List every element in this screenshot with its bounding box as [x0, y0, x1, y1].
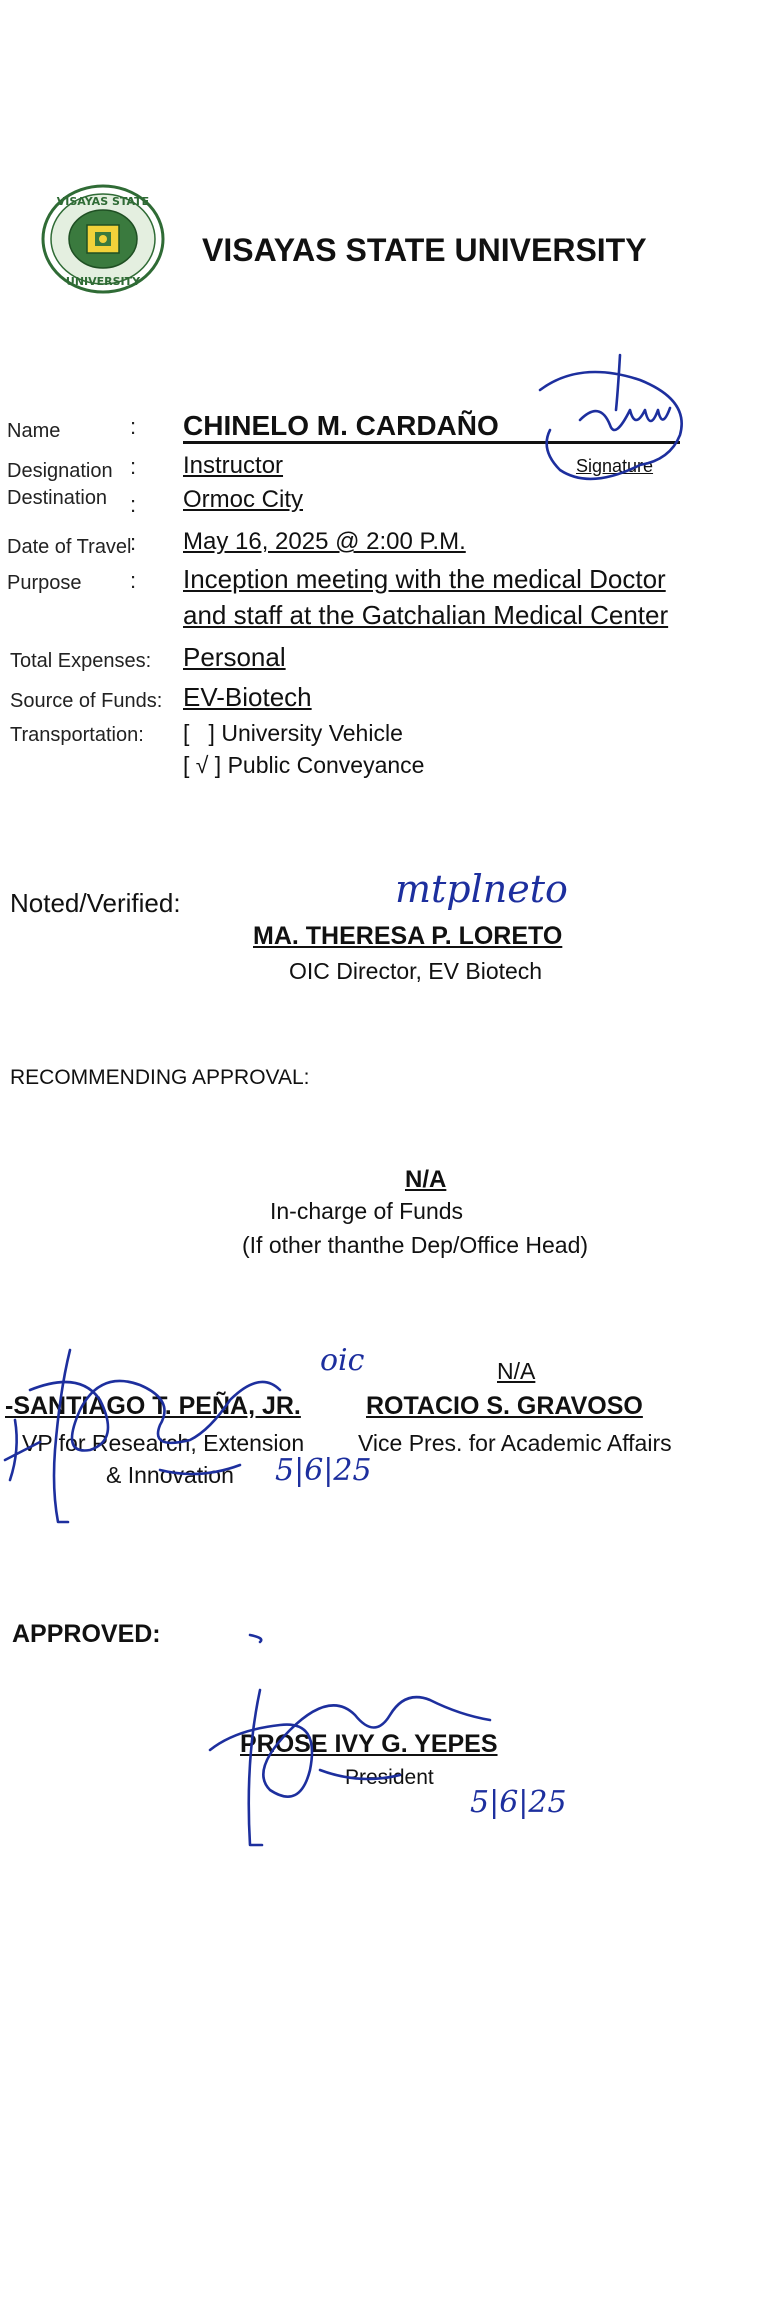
seal-text-bottom: UNIVERSITY [65, 275, 141, 288]
travel-date-colon: : [130, 530, 137, 555]
university-name: VISAYAS STATE UNIVERSITY [202, 232, 647, 268]
designation-label: Designation [7, 460, 113, 482]
noted-label: Noted/Verified: [10, 888, 181, 918]
transportation-label: Transportation: [10, 724, 144, 746]
checkbox-university-vehicle: [ ] [183, 720, 215, 746]
transport-option-label: University Vehicle [221, 720, 403, 746]
destination-label: Destination [7, 487, 108, 509]
applicant-signature [520, 350, 700, 500]
total-expenses-value: Personal [183, 642, 286, 672]
transport-option-university-vehicle [183, 720, 403, 747]
funds-note: (If other thanthe Dep/Office Head) [242, 1232, 589, 1258]
purpose-colon: : [130, 568, 137, 593]
president-date-annotation: 5|6|25 [470, 1785, 567, 1820]
funds-na: N/A [405, 1166, 447, 1193]
name-value: CHINELO M. CARDAÑO [183, 410, 499, 441]
designation-colon: : [130, 454, 137, 479]
vp-research-title-line2: & Innovation [106, 1462, 234, 1488]
seal-text-top: VISAYAS STATE [56, 195, 150, 208]
purpose-value-line1: Inception meeting with the medical Doctor [183, 564, 666, 594]
noted-name: MA. THERESA P. LORETO [253, 922, 563, 950]
recommending-label: RECOMMENDING APPROVAL: [10, 1066, 310, 1089]
vp-academic-na: N/A [497, 1358, 536, 1384]
designation-value: Instructor [183, 452, 284, 479]
vp-research-name: -SANTIAGO T. PEÑA, JR. [5, 1392, 301, 1420]
funds-title: In-charge of Funds [270, 1198, 464, 1224]
transport-option-label: Public Conveyance [227, 752, 425, 778]
university-seal [40, 183, 166, 295]
destination-value: Ormoc City [183, 486, 303, 513]
transport-option-public-conveyance [183, 752, 424, 779]
noted-title: OIC Director, EV Biotech [289, 958, 543, 984]
signature-label: Signature [576, 456, 654, 476]
vp-research-date-annotation: 5|6|25 [275, 1453, 372, 1488]
vp-research-title-line1: VP for Research, Extension [22, 1430, 305, 1456]
purpose-label: Purpose [7, 572, 82, 594]
purpose-value-line2: and staff at the Gatchalian Medical Center [183, 600, 669, 630]
president-name: PROSE IVY G. YEPES [240, 1730, 498, 1758]
noted-signature-script: mtplneto [395, 867, 568, 911]
vp-academic-name: ROTACIO S. GRAVOSO [366, 1392, 643, 1420]
vp-research-oic-annotation: oic [320, 1343, 365, 1378]
destination-colon: : [130, 492, 137, 517]
name-label: Name [7, 420, 61, 442]
source-of-funds-label: Source of Funds: [10, 690, 163, 712]
travel-date-label: Date of Travel [7, 536, 132, 558]
president-title: President [345, 1766, 434, 1789]
noted-signature [390, 860, 580, 920]
travel-date-value: May 16, 2025 @ 2:00 P.M. [183, 528, 466, 555]
signature-line [183, 441, 680, 444]
name-colon: : [130, 414, 137, 439]
checkbox-public-conveyance: [ √ ] [183, 752, 222, 778]
vp-academic-title: Vice Pres. for Academic Affairs [358, 1430, 672, 1456]
total-expenses-label: Total Expenses: [10, 650, 152, 672]
source-of-funds-value: EV-Biotech [183, 682, 312, 712]
approved-label: APPROVED: [12, 1620, 161, 1648]
